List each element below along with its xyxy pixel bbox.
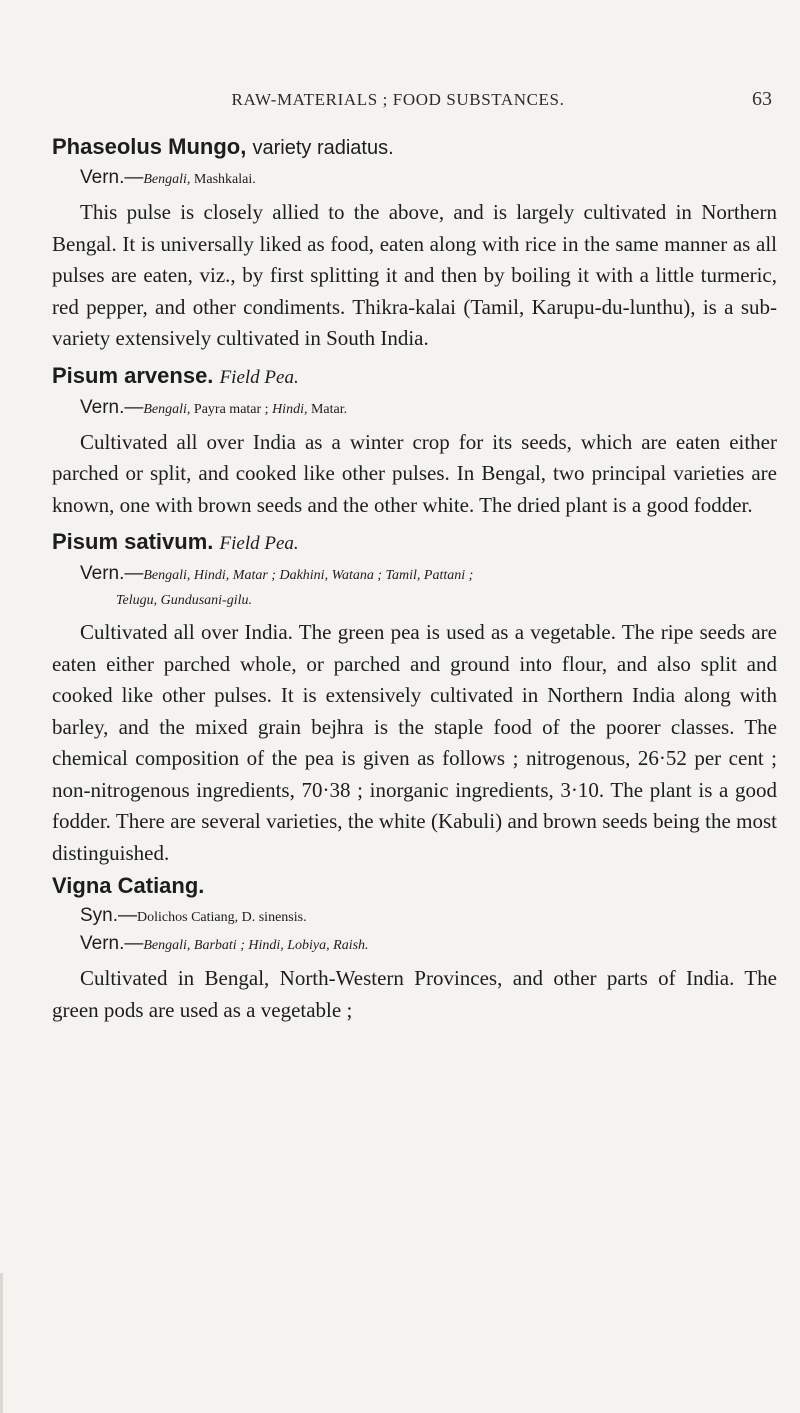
vernacular-line-cont — [116, 589, 777, 613]
vern-language: Hindi, — [272, 401, 308, 417]
entry-heading — [52, 525, 777, 561]
vern-language: Bengali, — [143, 401, 191, 417]
vern-label: Vern.— — [80, 396, 144, 418]
binding-shadow — [0, 1273, 3, 1413]
entry-phaseolus-mungo — [52, 130, 777, 355]
vern-names: Mashkalai. — [190, 172, 256, 187]
syn-text: Dolichos Catiang, D. sinensis. — [137, 910, 307, 925]
vern-label: Vern.— — [80, 933, 144, 954]
entry-paragraph: Cultivated all over India as a winter crop for its seeds, which are eaten either parched or split, and cooked like other pulses. In Bengal, two principal varieties are known, one with brown seeds and the other white. The dried plant is a good fodder. — [52, 429, 777, 517]
vern-names: Telugu, Gundusani-gilu. — [116, 593, 252, 608]
vernacular-line — [80, 395, 777, 423]
entry-paragraph: This pulse is closely allied to the above, and is largely cultivated in Northern Bengal. It is universally liked as food, eaten along with rice in the same manner as all pulses are eaten, viz., by first splitting it and then by boiling it with a little turmeric, red pepper, and other condiments. Thikra-kalai (Tamil, Karupu-du-lunthu), is a sub-variety extensively cultivated in South India. — [52, 200, 777, 350]
entry-heading — [52, 359, 777, 395]
vern-names: Bengali, Barbati ; Hindi, Lobiya, Raish. — [143, 938, 369, 953]
entry-vigna-catiang — [52, 869, 777, 1026]
latin-name: Pisum sativum. — [52, 529, 214, 554]
entry-paragraph: Cultivated all over India. The green pea is used as a vegetable. The ripe seeds are eaten either parched whole, or parched and ground into flour, and also split and cooked like other pulses. It is extensively cultivated in Northern India along with barley, and the mixed grain bejhra is the staple food of the poorer classes. The chemical composition of the pea is given as follows ; nitrogenous, 26·52 per cent ; non-nitrogenous ingredients, 70·38 ; inorganic ingredients, 3·10. The plant is a good fodder. There are several varieties, the white (Kabuli) and brown seeds being the most distinguished. — [52, 620, 777, 865]
vernacular-line — [80, 561, 777, 589]
latin-name: Phaseolus Mungo, — [52, 134, 247, 159]
syn-label: Syn.— — [80, 905, 138, 926]
running-head: RAW-MATERIALS ; FOOD SUBSTANCES. — [231, 90, 565, 109]
page-number: 63 — [752, 88, 772, 110]
entry-heading — [52, 130, 777, 165]
synonym-line — [80, 903, 777, 931]
common-name: Field Pea. — [219, 366, 299, 388]
entry-paragraph: Cultivated in Bengal, North-Western Provinces, and other parts of India. The green pods are used as a vegetable ; — [52, 966, 777, 1022]
vern-label: Vern.— — [80, 167, 144, 188]
vern-names: Matar. — [307, 401, 348, 417]
vernacular-line — [80, 165, 777, 193]
page-body — [52, 130, 777, 1026]
vernacular-line — [80, 931, 777, 959]
vern-label: Vern.— — [80, 563, 144, 584]
latin-name: Pisum arvense. — [52, 362, 214, 388]
variety-name: variety radiatus. — [252, 137, 394, 159]
common-name: Field Pea. — [219, 533, 299, 554]
vern-language: Bengali, — [143, 172, 191, 187]
entry-heading — [52, 869, 777, 903]
entry-pisum-sativum — [52, 525, 777, 869]
entry-pisum-arvense — [52, 359, 777, 522]
latin-name: Vigna Catiang. — [52, 873, 205, 898]
vern-names: Bengali, Hindi, Matar ; Dakhini, Watana ; Tamil, Pattani ; — [143, 568, 474, 583]
vern-names: Payra matar ; — [190, 401, 273, 417]
